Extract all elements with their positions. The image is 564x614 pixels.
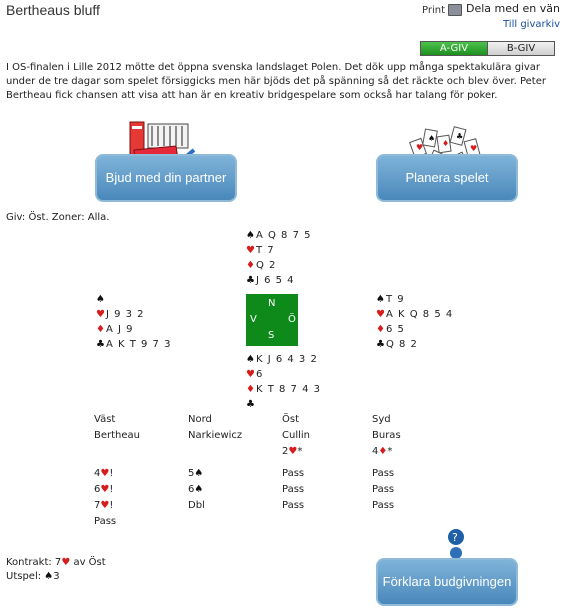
south-hearts: ♥6 [246, 369, 264, 380]
bid-cell: Pass [282, 484, 305, 495]
svg-text:♣: ♣ [456, 132, 464, 141]
spade-icon: ♠ [96, 294, 106, 305]
club-icon: ♣ [96, 339, 106, 350]
player-north: Narkiewicz [188, 430, 243, 441]
deal-tabs [420, 41, 555, 56]
bid-cell: Pass [372, 500, 395, 511]
svg-text:♥: ♥ [470, 144, 478, 153]
contract-text: Kontrakt: 7♥ av Öst [6, 557, 106, 568]
club-icon: ♣ [246, 275, 256, 286]
south-label: S [268, 330, 275, 341]
bidding-players-row [94, 428, 462, 444]
west-hearts: ♥J 9 3 2 [96, 309, 145, 320]
north-label: N [268, 298, 276, 309]
print-link[interactable] [422, 4, 462, 16]
print-label: Print [422, 5, 446, 16]
west-hand [96, 292, 171, 352]
share-link[interactable]: Dela med en vän [466, 2, 560, 15]
tab-a-giv[interactable]: A-GIV [421, 42, 487, 55]
spade-icon: ♠ [194, 484, 204, 495]
east-hand [376, 292, 453, 352]
svg-text:♥: ♥ [416, 143, 424, 152]
player-east: Cullin [282, 430, 310, 441]
bid-cell: Pass [372, 484, 395, 495]
explain-bidding-button[interactable]: Förklara budgivningen [376, 558, 518, 606]
heart-icon: ♥ [288, 446, 298, 457]
west-diamonds: ♦A J 9 [96, 324, 134, 335]
bidding-row [94, 498, 462, 514]
svg-text:♠: ♠ [428, 134, 436, 143]
club-icon: ♣ [376, 339, 386, 350]
bidding-seats-row [94, 412, 462, 428]
diamond-icon: ♦ [376, 324, 386, 335]
heart-icon: ♥ [61, 557, 71, 568]
bid-cell: Pass [94, 516, 117, 527]
diamond-icon: ♦ [246, 260, 256, 271]
north-diamonds: ♦Q 2 [246, 260, 277, 271]
bidding-row [94, 444, 462, 460]
heart-icon: ♥ [376, 309, 386, 320]
diamond-icon: ♦ [246, 384, 256, 395]
lead-text: Utspel: ♠3 [6, 571, 60, 582]
diamond-icon: ♦ [378, 446, 388, 457]
player-south: Buras [372, 430, 401, 441]
compass-table [246, 294, 298, 346]
deal-info: Giv: Öst. Zoner: Alla. [6, 212, 110, 223]
heart-icon: ♥ [100, 468, 110, 479]
bid-cell: 6♠ [188, 484, 204, 495]
player-west: Bertheau [94, 430, 141, 441]
east-spades: ♠T 9 [376, 294, 405, 305]
bid-cell [94, 444, 188, 460]
bidding-row [94, 466, 462, 482]
seat-south: Syd [372, 414, 391, 425]
south-hand [246, 352, 321, 412]
heart-icon: ♥ [96, 309, 106, 320]
north-hand [246, 228, 311, 288]
west-label: V [250, 314, 257, 325]
west-clubs: ♣A K T 9 7 3 [96, 339, 172, 350]
north-hearts: ♥T 7 [246, 245, 275, 256]
east-diamonds: ♦6 5 [376, 324, 405, 335]
bid-cell: Pass [282, 500, 305, 511]
seat-west: Väst [94, 414, 116, 425]
bidding-row [94, 482, 462, 498]
svg-text:♦: ♦ [442, 139, 450, 148]
heart-icon: ♥ [100, 500, 110, 511]
heart-icon: ♥ [100, 484, 110, 495]
west-spades [96, 292, 171, 307]
bidding-row [94, 514, 462, 530]
seat-north: Nord [188, 414, 212, 425]
bid-cell: 4♦* [372, 446, 393, 457]
page-title: Bertheaus bluff [6, 2, 100, 18]
bidding-table [94, 412, 462, 530]
tab-b-giv[interactable]: B-GIV [487, 42, 554, 55]
spade-icon: ♠ [376, 294, 386, 305]
diamond-icon: ♦ [96, 324, 106, 335]
bid-cell: Dbl [188, 500, 205, 511]
seat-east: Öst [282, 414, 300, 425]
spade-icon: ♠ [246, 230, 256, 241]
bid-cell: Pass [372, 468, 395, 479]
spade-icon: ♠ [194, 468, 204, 479]
bid-cell [188, 444, 282, 460]
south-clubs [246, 397, 321, 412]
bid-cell: Pass [282, 468, 305, 479]
south-diamonds: ♦K T 8 7 4 3 [246, 384, 321, 395]
intro-text: I OS-finalen i Lille 2012 mötte det öppna svenska landslaget Polen. Det dök upp många spektakulära givar under de tre dagar som spelet försiggicks men här bjöds det på spänning så det räckte och blev över. Peter Bertheau fick chansen att visa att han är en kreativ bridgespelare som också har talang för poker. [6, 62, 546, 101]
bid-with-partner-button[interactable]: Bjud med din partner [95, 154, 237, 202]
spade-icon: ♠ [44, 571, 54, 582]
spade-icon: ♠ [246, 354, 256, 365]
north-clubs: ♣J 6 5 4 [246, 275, 295, 286]
east-hearts: ♥A K Q 8 5 4 [376, 309, 454, 320]
heart-icon: ♥ [246, 369, 256, 380]
bid-cell: 7♥! [94, 500, 114, 511]
plan-play-button[interactable]: Planera spelet [376, 154, 518, 202]
south-spades: ♠K J 6 4 3 2 [246, 354, 318, 365]
heart-icon: ♥ [246, 245, 256, 256]
east-clubs: ♣Q 8 2 [376, 339, 418, 350]
east-label: Ö [288, 314, 296, 325]
printer-icon[interactable] [448, 4, 462, 16]
club-icon: ♣ [246, 399, 256, 410]
archive-link[interactable]: Till givarkiv [503, 19, 561, 30]
svg-text:?: ? [452, 531, 458, 544]
bid-cell: 6♥! [94, 484, 114, 495]
bid-cell: 4♥! [94, 468, 114, 479]
north-spades: ♠A Q 8 7 5 [246, 230, 312, 241]
bid-cell: 5♠ [188, 468, 204, 479]
bid-cell: 2♥* [282, 446, 303, 457]
